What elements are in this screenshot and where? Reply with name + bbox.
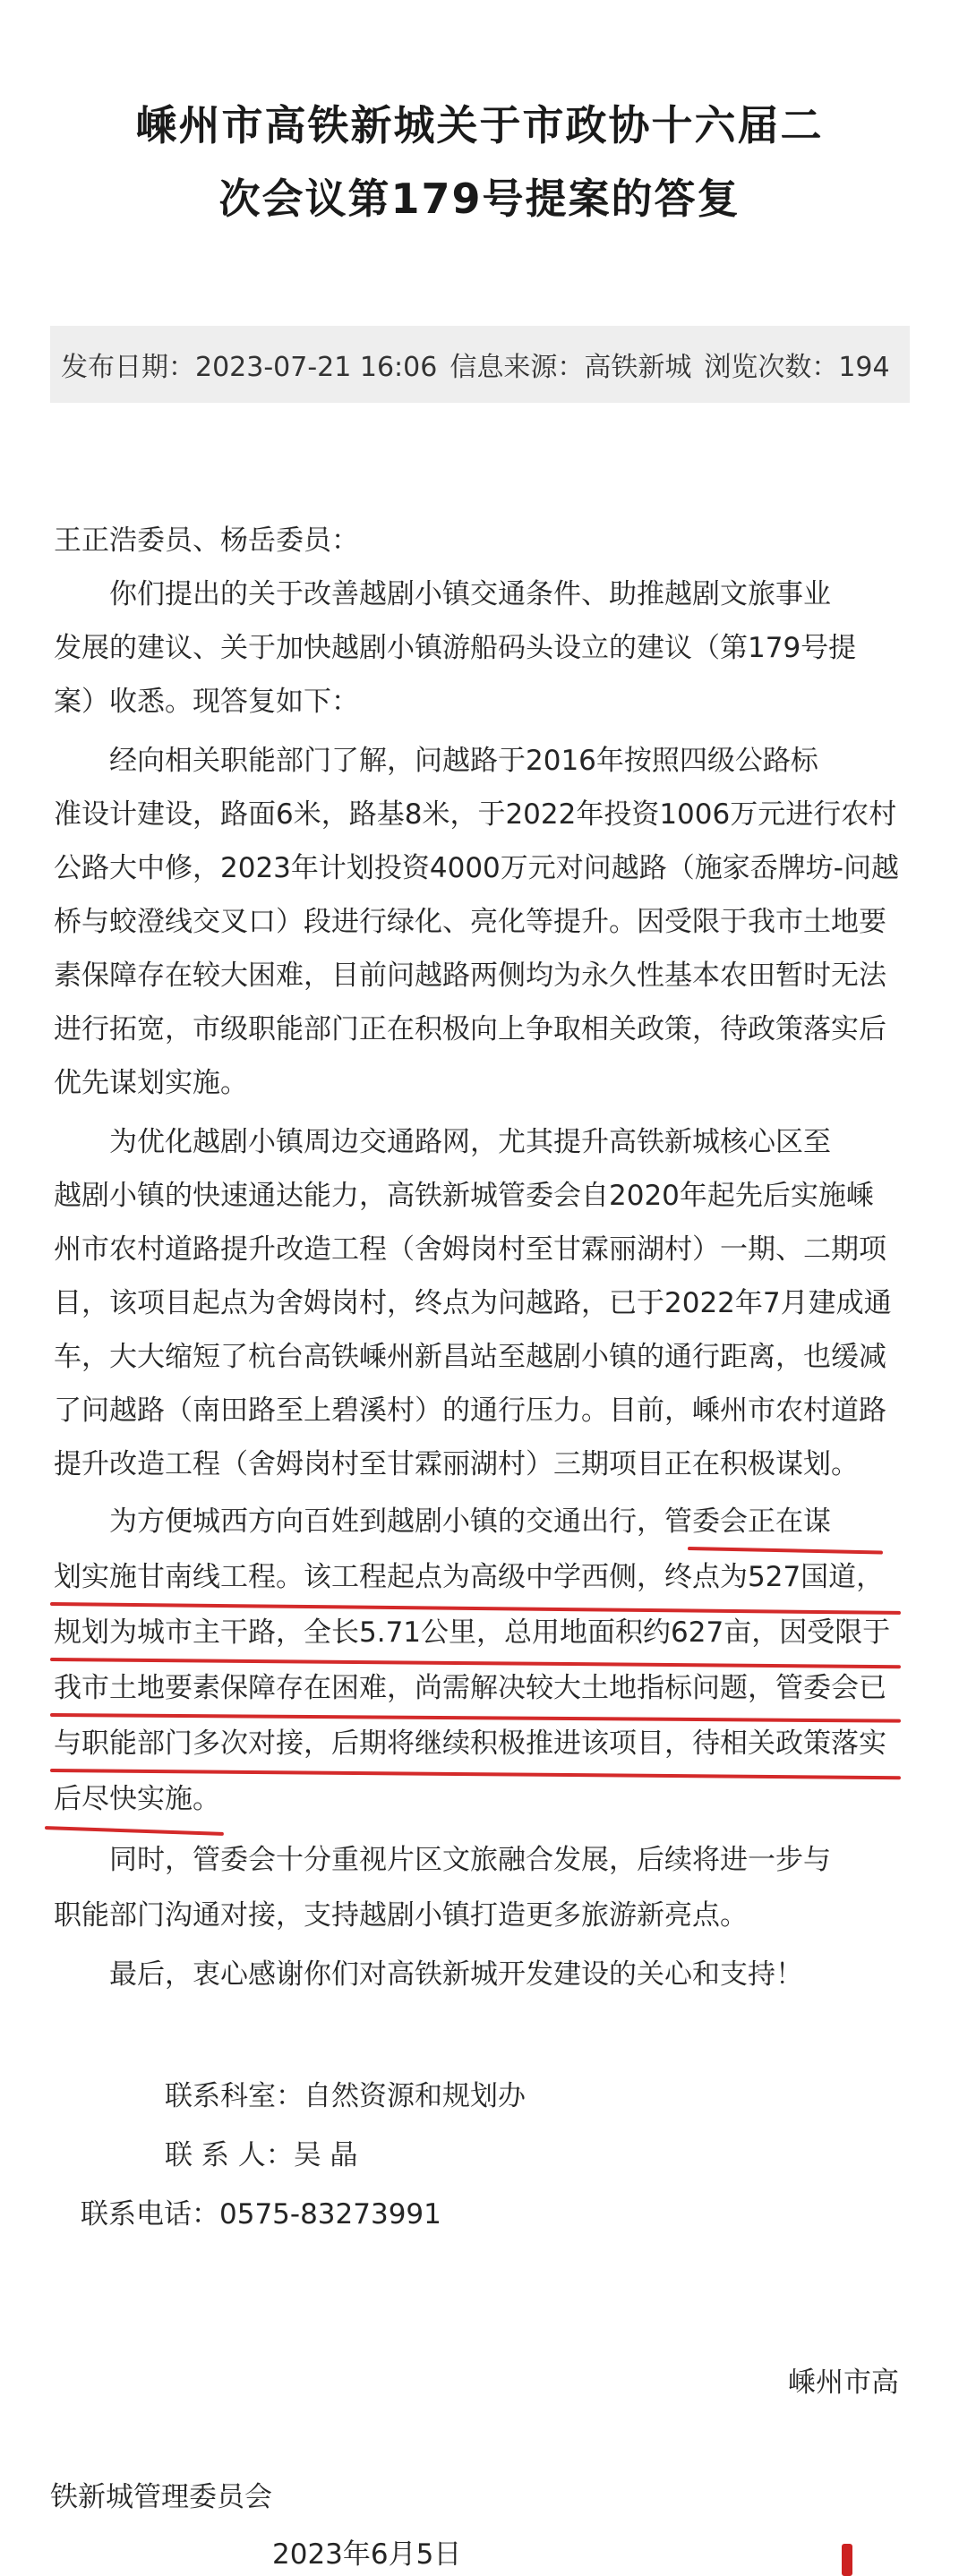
body-line: 同时，管委会十分重视片区文旅融合发展，后续将进一步与 (109, 1844, 831, 1876)
salutation: 王正浩委员、杨岳委员： (54, 525, 359, 557)
contact-person: 联 系 人：吴 晶 (165, 2139, 358, 2171)
body-line: 后尽快实施。 (54, 1783, 220, 1815)
body-line: 划实施甘南线工程。该工程起点为高级中学西侧，终点为527国道， (54, 1561, 885, 1593)
body-line: 州市农村道路提升改造工程（舍姆岗村至甘霖丽湖村）一期、二期项 (54, 1233, 886, 1266)
body-line: 了问越路（南田路至上碧溪村）的通行压力。目前，嵊州市农村道路 (54, 1395, 886, 1427)
body-line: 公路大中修，2023年计划投资4000万元对问越路（施家岙牌坊-问越 (54, 852, 899, 884)
body-line: 案）收悉。现答复如下： (54, 686, 359, 718)
red-underline (50, 1658, 901, 1668)
body-line: 素保障存在较大困难，目前问越路两侧均为永久性基本农田暂时无法 (54, 960, 886, 992)
red-mark (842, 2544, 852, 2576)
body-line: 为优化越剧小镇周边交通路网，尤其提升高铁新城核心区至 (109, 1126, 831, 1158)
body-line: 发展的建议、关于加快越剧小镇游船码头设立的建议（第179号提 (54, 632, 857, 664)
contact-phone: 联系电话：0575-83273991 (81, 2198, 441, 2231)
red-underline (50, 1769, 901, 1779)
contact-dept: 联系科室：自然资源和规划办 (165, 2080, 526, 2112)
body-line: 规划为城市主干路，全长5.71公里，总用地面积约627亩，因受限于 (54, 1616, 891, 1649)
publish-date: 发布日期：2023-07-21 16:06 (61, 352, 438, 383)
body-line: 优先谋划实施。 (54, 1067, 248, 1099)
body-line: 经向相关职能部门了解，问越路于2016年按照四级公路标 (109, 745, 818, 777)
body-line: 车，大大缩短了杭台高铁嵊州新昌站至越剧小镇的通行距离，也缓减 (54, 1341, 886, 1373)
body-line: 最后，衷心感谢你们对高铁新城开发建设的关心和支持！ (109, 1958, 803, 1991)
body-line: 越剧小镇的快速通达能力，高铁新城管委会自2020年起先后实施嵊 (54, 1180, 874, 1212)
view-count: 浏览次数：194 (704, 352, 890, 383)
body-line: 我市土地要素保障存在困难，尚需解决较大土地指标问题，管委会已 (54, 1672, 886, 1704)
publish-info-bar (50, 326, 910, 403)
red-underline (688, 1547, 883, 1555)
signature-line-2: 铁新城管理委员会 (50, 2481, 272, 2513)
body-line: 职能部门沟通对接，支持越剧小镇打造更多旅游新亮点。 (54, 1899, 748, 1932)
red-underline (50, 1713, 901, 1723)
red-underline (45, 1826, 224, 1836)
info-source: 信息来源：高铁新城 (450, 352, 692, 383)
body-line: 桥与蛟澄线交叉口）段进行绿化、亮化等提升。因受限于我市土地要 (54, 906, 886, 938)
body-line: 进行拓宽，市级职能部门正在积极向上争取相关政策，待政策落实后 (54, 1013, 886, 1045)
body-line: 为方便城西方向百姓到越剧小镇的交通出行，管委会正在谋 (109, 1506, 831, 1538)
document-title-line-1: 嵊州市高铁新城关于市政协十六届二 (135, 101, 824, 149)
body-line: 准设计建设，路面6米，路基8米，于2022年投资1006万元进行农村 (54, 798, 897, 831)
body-line: 目，该项目起点为舍姆岗村，终点为问越路，已于2022年7月建成通 (54, 1287, 892, 1319)
document-title-line-2: 次会议第179号提案的答复 (218, 175, 741, 223)
red-underline (50, 1602, 901, 1615)
body-line: 提升改造工程（舍姆岗村至甘霖丽湖村）三期项目正在积极谋划。 (54, 1448, 859, 1480)
signature-line-1: 嵊州市高 (788, 2367, 899, 2399)
body-line: 与职能部门多次对接，后期将继续积极推进该项目，待相关政策落实 (54, 1727, 886, 1760)
body-line: 你们提出的关于改善越剧小镇交通条件、助推越剧文旅事业 (109, 578, 831, 610)
signature-date: 2023年6月5日 (272, 2538, 462, 2571)
